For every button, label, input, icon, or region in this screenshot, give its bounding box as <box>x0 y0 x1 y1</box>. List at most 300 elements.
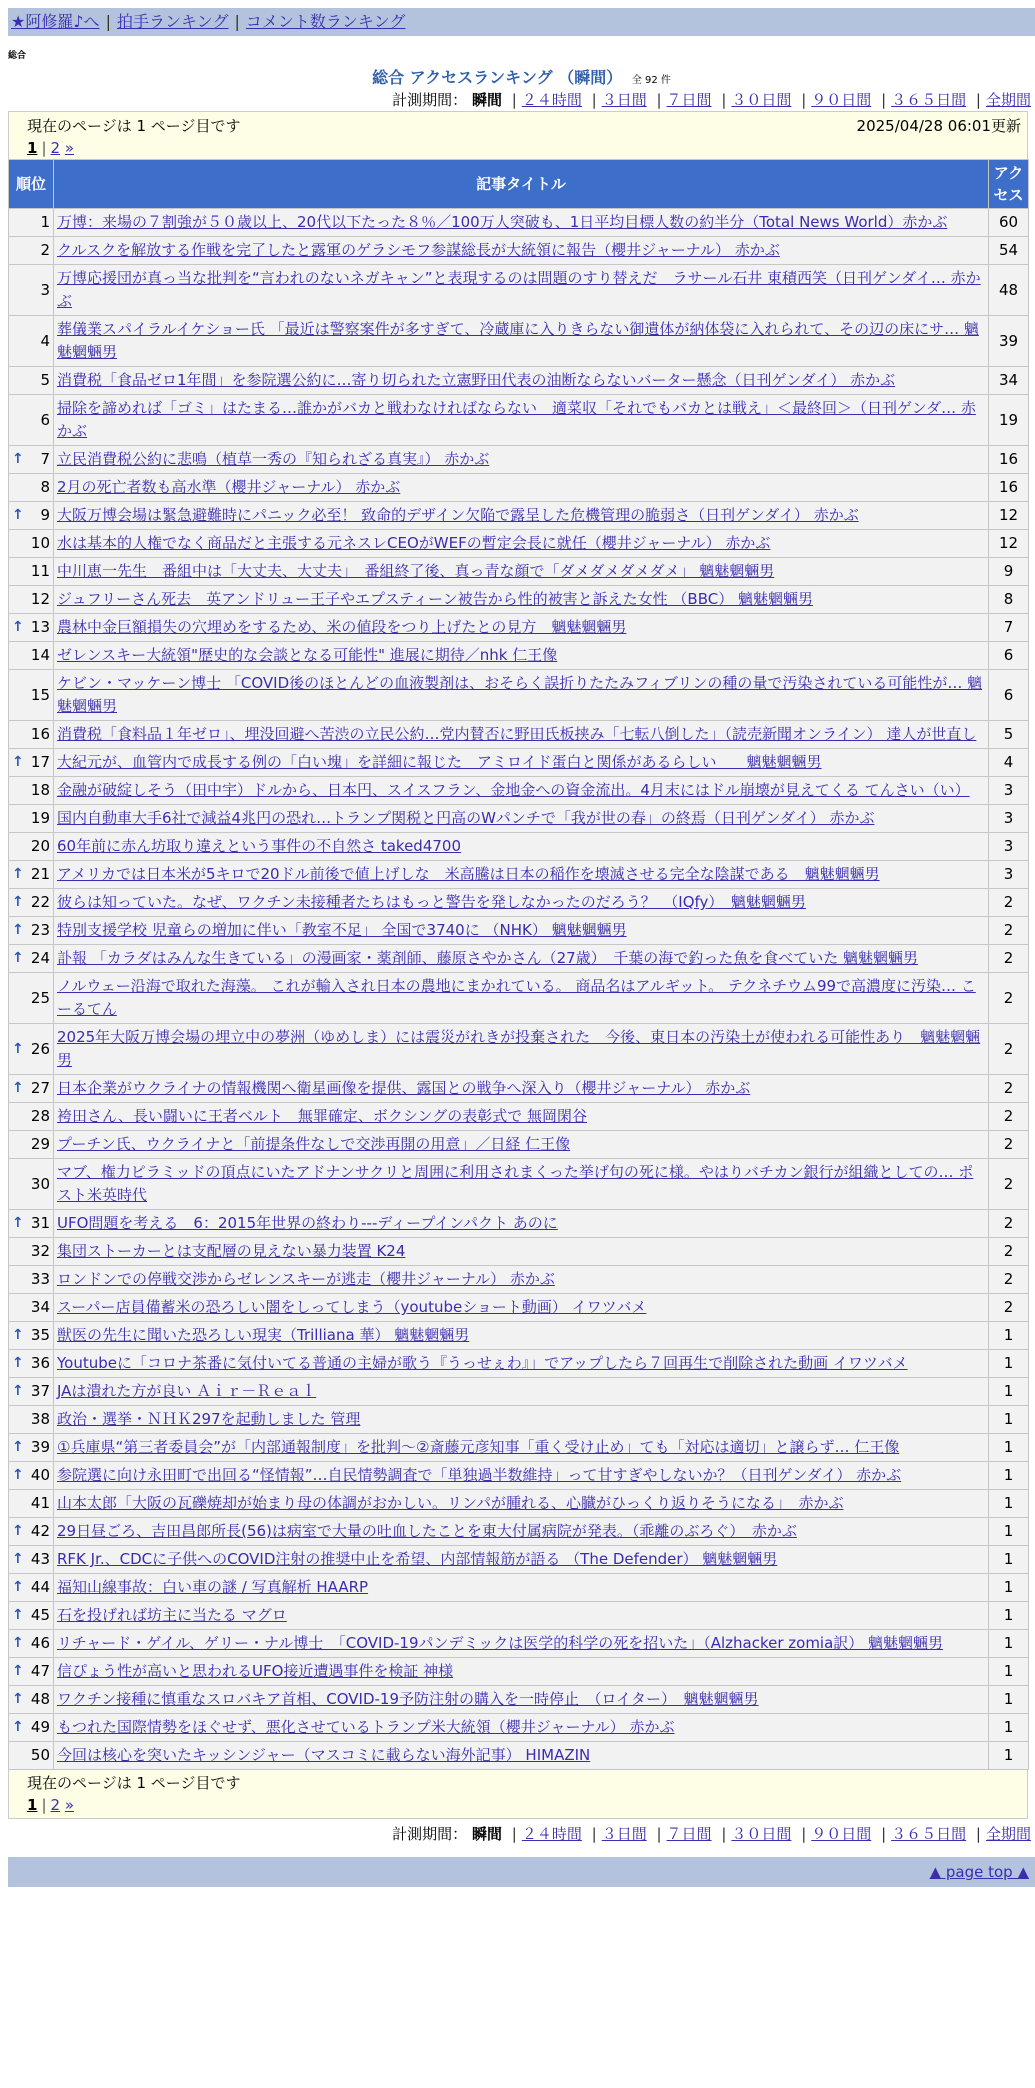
rank-cell <box>9 1103 54 1131</box>
title-cell <box>54 1742 989 1770</box>
access-count: 2 <box>989 1075 1029 1103</box>
article-link[interactable]: 2月の死亡者数も高水準（櫻井ジャーナル） 赤かぶ <box>57 478 401 496</box>
table-row <box>9 1546 1029 1574</box>
rank-number: 29 <box>30 1135 50 1153</box>
rank-number: 46 <box>30 1634 50 1652</box>
article-link[interactable]: もつれた国際情勢をほぐせず、悪化させているトランプ米大統領（櫻井ジャーナル） 赤かぶ <box>57 1718 675 1736</box>
access-count: 2 <box>989 973 1029 1024</box>
page-top-link[interactable]: ▲ page top ▲ <box>929 1863 1029 1881</box>
rank-cell <box>9 1322 54 1350</box>
rank-number: 24 <box>30 949 50 967</box>
rank-number: 40 <box>30 1466 50 1484</box>
access-count: 2 <box>989 889 1029 917</box>
rank-cell <box>9 1294 54 1322</box>
rank-cell <box>9 721 54 749</box>
article-link[interactable]: ①兵庫県“第三者委員会”が「内部通報制度」を批判〜②斎藤元彦知事「重く受け止め」ても「対応は適切」と譲らず… 仁王像 <box>57 1438 900 1456</box>
rank-up-arrow-icon: ↑ <box>12 894 24 910</box>
rank-cell <box>9 670 54 721</box>
rank-cell <box>9 502 54 530</box>
rank-number: 48 <box>30 1690 50 1708</box>
title-cell <box>54 749 989 777</box>
table-row <box>9 586 1029 614</box>
table-row <box>9 1742 1029 1770</box>
page-1-link[interactable]: 1 <box>27 1796 38 1814</box>
article-link[interactable]: 袴田さん、長い闘いに王者ベルト 無罪確定、ボクシングの表彰式で 無岡閑谷 <box>57 1107 587 1125</box>
title-cell <box>54 367 989 395</box>
rank-number: 25 <box>30 988 50 1007</box>
title-cell <box>54 1574 989 1602</box>
rank-cell <box>9 558 54 586</box>
access-count: 2 <box>989 1131 1029 1159</box>
access-count: 1 <box>989 1378 1029 1406</box>
rank-number: 32 <box>30 1242 50 1260</box>
access-count: 7 <box>989 614 1029 642</box>
rank-cell <box>9 861 54 889</box>
rank-number: 30 <box>30 1174 50 1193</box>
table-row <box>9 1406 1029 1434</box>
rank-up-arrow-icon: ↑ <box>12 1635 24 1651</box>
pagination-top: 1 | 2 » <box>27 139 75 157</box>
rank-cell <box>9 530 54 558</box>
rank-number: 39 <box>30 1438 50 1456</box>
applause-ranking-link[interactable]: 拍手ランキング <box>116 12 229 31</box>
title-cell <box>54 395 989 446</box>
home-link[interactable]: ★阿修羅♪へ <box>11 12 100 31</box>
header-title: 記事タイトル <box>54 160 989 209</box>
article-link[interactable]: 消費税「食品ゼロ1年間」を参院選公約に…寄り切られた立憲野田代表の油断ならないバーター懸念（日刊ゲンダイ） 赤かぶ <box>57 371 896 389</box>
access-count: 1 <box>989 1686 1029 1714</box>
rank-cell <box>9 1714 54 1742</box>
title-cell <box>54 1546 989 1574</box>
period-7d[interactable]: ７日間 <box>666 1825 712 1843</box>
rank-number: 43 <box>30 1550 50 1568</box>
article-link[interactable]: リチャード・ゲイル、ゲリー・ナル博士 「COVID-19パンデミックは医学的科学の死を招いた」（Alzhacker zomia訳） 魑魅魍魎男 <box>57 1634 944 1652</box>
table-row <box>9 1075 1029 1103</box>
rank-number: 44 <box>30 1578 50 1596</box>
article-link[interactable]: ジュフリーさん死去 英アンドリュー王子やエプスティーン被告から性的被害と訴えた女性 （BBC） 魑魅魍魎男 <box>57 590 813 608</box>
period-all[interactable]: 全期間 <box>985 91 1031 109</box>
rank-number: 3 <box>40 280 50 299</box>
header-rank: 順位 <box>9 160 54 209</box>
article-link[interactable]: 参院選に向け永田町で出回る“怪情報”…自民情勢調査で「単独過半数維持」って甘すぎやしないか？（日刊ゲンダイ） 赤かぶ <box>57 1466 902 1484</box>
article-link[interactable]: 2025年大阪万博会場の埋立中の夢洲（ゆめしま）には震災がれきが投棄された 今後、東日本の汚染土が使われる可能性あり 魑魅魍魎男 <box>57 1028 981 1069</box>
period-label: 計測期間： <box>392 91 468 109</box>
table-row <box>9 861 1029 889</box>
article-link[interactable]: スーパー店員備蓄米の恐ろしい闇をしってしまう（youtubeショート動画） イワツバメ <box>57 1298 647 1316</box>
period-90d[interactable]: ９０日間 <box>811 91 872 109</box>
page-title: 総合 アクセスランキング （瞬間） <box>372 68 623 87</box>
title-cell <box>54 502 989 530</box>
table-row <box>9 237 1029 265</box>
table-row <box>9 1574 1029 1602</box>
title-cell <box>54 945 989 973</box>
access-count: 1 <box>989 1518 1029 1546</box>
article-link[interactable]: 農林中金巨額損失の穴埋めをするため、米の値段をつり上げたとの見方 魑魅魍魎男 <box>57 618 627 636</box>
period-7d[interactable]: ７日間 <box>666 91 712 109</box>
title-cell <box>54 805 989 833</box>
access-count: 3 <box>989 777 1029 805</box>
current-page-text-bottom: 現在のページは 1 ページ目です <box>27 1774 241 1792</box>
access-count: 1 <box>989 1546 1029 1574</box>
title-cell <box>54 1294 989 1322</box>
period-3d[interactable]: ３日間 <box>601 1825 647 1843</box>
access-count: 54 <box>989 237 1029 265</box>
table-row <box>9 1350 1029 1378</box>
rank-number: 47 <box>30 1662 50 1680</box>
title-cell <box>54 316 989 367</box>
title-cell <box>54 889 989 917</box>
article-link[interactable]: 中川恵一先生 番組中は「大丈夫、大丈夫」 番組終了後、真っ青な顔で「ダメダメダメダメ」 魑魅魍魎男 <box>57 562 775 580</box>
access-count: 3 <box>989 833 1029 861</box>
access-count: 1 <box>989 1434 1029 1462</box>
current-page-text: 現在のページは 1 ページ目です <box>27 117 241 135</box>
title-cell <box>54 1159 989 1210</box>
title-cell <box>54 1462 989 1490</box>
rank-up-arrow-icon: ↑ <box>12 950 24 966</box>
rank-cell <box>9 1546 54 1574</box>
access-count: 6 <box>989 670 1029 721</box>
article-link[interactable]: 日本企業がウクライナの情報機関へ衛星画像を提供、露国との戦争へ深入り（櫻井ジャーナル） 赤かぶ <box>57 1079 751 1097</box>
access-count: 2 <box>989 945 1029 973</box>
rank-number: 4 <box>40 331 50 350</box>
rank-cell <box>9 1159 54 1210</box>
top-nav-bar <box>8 8 1035 36</box>
rank-number: 42 <box>30 1522 50 1540</box>
article-link[interactable]: プーチン氏、ウクライナと「前提条件なしで交渉再開の用意」／日経 仁王像 <box>57 1135 571 1153</box>
access-count: 2 <box>989 917 1029 945</box>
title-cell <box>54 1714 989 1742</box>
article-link[interactable]: 国内自動車大手6社で減益4兆円の恐れ…トランプ関税と円高のWパンチで「我が世の春」の終焉（日刊ゲンダイ） 赤かぶ <box>57 809 875 827</box>
rank-cell <box>9 1462 54 1490</box>
rank-cell <box>9 209 54 237</box>
access-count: 1 <box>989 1322 1029 1350</box>
title-cell <box>54 1490 989 1518</box>
period-3d[interactable]: ３日間 <box>601 91 647 109</box>
title-cell <box>54 777 989 805</box>
rank-number: 38 <box>30 1410 50 1428</box>
article-link[interactable]: 彼らは知っていた。なぜ、ワクチン未接種者たちはもっと警告を発しなかったのだろう？ （IQfy） 魑魅魍魎男 <box>57 893 806 911</box>
title-cell <box>54 1434 989 1462</box>
rank-number: 16 <box>30 725 50 743</box>
access-count: 1 <box>989 1490 1029 1518</box>
article-link[interactable]: 政治・選挙・ＮＨＫ297を起動しました 管理 <box>57 1410 361 1428</box>
rank-number: 17 <box>30 753 50 771</box>
table-row <box>9 1159 1029 1210</box>
access-count: 1 <box>989 1742 1029 1770</box>
title-cell <box>54 1630 989 1658</box>
article-link[interactable]: UFO問題を考える 6：2015年世界の終わり---ディープインパクト あのに <box>57 1214 558 1232</box>
period-current: 瞬間 <box>471 91 502 109</box>
period-label: 計測期間： <box>392 1825 468 1843</box>
category-label: 総合 <box>8 51 27 61</box>
table-row <box>9 558 1029 586</box>
page-2-link[interactable]: 2 <box>50 1796 61 1814</box>
rank-cell <box>9 586 54 614</box>
title-cell <box>54 1103 989 1131</box>
rank-number: 35 <box>30 1326 50 1344</box>
header-access: アクセス <box>989 160 1029 209</box>
access-count: 1 <box>989 1658 1029 1686</box>
rank-cell <box>9 1024 54 1075</box>
rank-number: 36 <box>30 1354 50 1372</box>
article-link[interactable]: 山本太郎「大阪の瓦礫焼却が始まり母の体調がおかしい。リンパが腫れる、心臓がひっくり返りそうになる」 赤かぶ <box>57 1494 844 1512</box>
article-link[interactable]: アメリカでは日本米が5キロで20ドル前後で値上げしな 米高騰は日本の稲作を壊滅させる完全な陰謀である 魑魅魍魎男 <box>57 865 880 883</box>
article-link[interactable]: ロンドンでの停戦交渉からゼレンスキーが逃走（櫻井ジャーナル） 赤かぶ <box>57 1270 555 1288</box>
rank-cell <box>9 1658 54 1686</box>
access-count: 2 <box>989 1294 1029 1322</box>
access-count: 1 <box>989 1574 1029 1602</box>
article-link[interactable]: 29日昼ごろ、吉田昌郎所長(56)は病室で大量の吐血したことを東大付属病院が発表。（乖離のぶろぐ） 赤かぶ <box>57 1522 797 1540</box>
article-link[interactable]: 消費税「食料品１年ゼロ」、埋没回避へ苦渋の立民公約…党内賛否に野田氏板挟み「七転八倒した」（読売新聞オンライン） 達人が世直し <box>57 725 977 743</box>
table-row <box>9 1238 1029 1266</box>
access-count: 12 <box>989 502 1029 530</box>
table-row <box>9 1602 1029 1630</box>
title-cell <box>54 558 989 586</box>
table-row <box>9 1103 1029 1131</box>
article-link[interactable]: 集団ストーカーとは支配層の見えない暴力装置 K24 <box>57 1242 406 1260</box>
title-cell <box>54 614 989 642</box>
table-row <box>9 474 1029 502</box>
table-row <box>9 1714 1029 1742</box>
table-row <box>9 395 1029 446</box>
access-count: 6 <box>989 642 1029 670</box>
table-row <box>9 502 1029 530</box>
table-row <box>9 642 1029 670</box>
article-link[interactable]: マブ、権力ピラミッドの頂点にいたアドナンサクリと周囲に利用されまくった挙げ句の死に様。やはりバチカン銀行が組織としての… ポスト米英時代 <box>57 1163 974 1204</box>
rank-up-arrow-icon: ↑ <box>12 1439 24 1455</box>
access-count: 1 <box>989 1406 1029 1434</box>
access-count: 2 <box>989 1266 1029 1294</box>
page-title-row <box>8 67 1035 89</box>
table-row <box>9 670 1029 721</box>
rank-cell <box>9 973 54 1024</box>
access-count: 2 <box>989 1103 1029 1131</box>
rank-cell <box>9 917 54 945</box>
title-cell <box>54 586 989 614</box>
access-count: 2 <box>989 1210 1029 1238</box>
article-link[interactable]: 立民消費税公約に悲鳴（植草一秀の『知られざる真実』） 赤かぶ <box>57 450 490 468</box>
article-link[interactable]: 水は基本的人権でなく商品だと主張する元ネスレCEOがWEFの暫定会長に就任（櫻井ジャーナル） 赤かぶ <box>57 534 771 552</box>
next-page-link[interactable]: » <box>64 139 75 157</box>
rank-cell <box>9 1490 54 1518</box>
rank-up-arrow-icon: ↑ <box>12 1523 24 1539</box>
rank-cell <box>9 642 54 670</box>
article-link[interactable]: クルスクを解放する作戦を完了したと露軍のゲラシモフ参謀総長が大統領に報告（櫻井ジャーナル） 赤かぶ <box>57 241 780 259</box>
rank-cell <box>9 1602 54 1630</box>
rank-up-arrow-icon: ↑ <box>12 922 24 938</box>
rank-number: 18 <box>30 781 50 799</box>
nav-separator: | <box>234 12 240 31</box>
rank-up-arrow-icon: ↑ <box>12 1691 24 1707</box>
access-count: 16 <box>989 446 1029 474</box>
article-link[interactable]: 石を投げれば坊主に当たる マグロ <box>57 1606 287 1624</box>
period-24h[interactable]: ２４時間 <box>521 91 582 109</box>
updated-timestamp: 2025/04/28 06:01更新 <box>856 117 1021 135</box>
table-row <box>9 265 1029 316</box>
period-30d[interactable]: ３０日間 <box>731 91 792 109</box>
title-cell <box>54 721 989 749</box>
access-count: 4 <box>989 749 1029 777</box>
title-cell <box>54 1406 989 1434</box>
table-row <box>9 1378 1029 1406</box>
rank-number: 20 <box>30 837 50 855</box>
access-count: 1 <box>989 1462 1029 1490</box>
rank-cell <box>9 1378 54 1406</box>
page <box>8 8 1035 1887</box>
article-link[interactable]: 訃報 「カラダはみんな生きている」の漫画家・薬剤師、藤原さやかさん（27歳） 千葉の海で釣った魚を食べていた 魑魅魍魎男 <box>57 949 918 967</box>
rank-number: 9 <box>40 506 50 524</box>
article-link[interactable]: ワクチン接種に慎重なスロバキア首相、COVID-19予防注射の購入を一時停止 （ロイター） 魑魅魍魎男 <box>57 1690 759 1708</box>
access-count: 12 <box>989 530 1029 558</box>
page-2-link[interactable]: 2 <box>50 139 61 157</box>
access-count: 2 <box>989 1024 1029 1075</box>
title-cell <box>54 1075 989 1103</box>
rank-number: 28 <box>30 1107 50 1125</box>
rank-up-arrow-icon: ↑ <box>12 1215 24 1231</box>
table-row <box>9 833 1029 861</box>
article-link[interactable]: 福知山線事故：白い車の謎 / 写真解析 HAARP <box>57 1578 369 1596</box>
article-link[interactable]: 特別支援学校 児童らの増加に伴い「教室不足」 全国で3740に （NHK） 魑魅魍魎男 <box>57 921 627 939</box>
article-link[interactable]: 大阪万博会場は緊急避難時にパニック必至！ 致命的デザイン欠陥で露呈した危機管理の脆弱さ（日刊ゲンダイ） 赤かぶ <box>57 506 859 524</box>
rank-up-arrow-icon: ↑ <box>12 754 24 770</box>
table-row <box>9 945 1029 973</box>
rank-cell <box>9 777 54 805</box>
rank-up-arrow-icon: ↑ <box>12 451 24 467</box>
article-link[interactable]: 葬儀業スパイラルイケショー氏 「最近は警察案件が多すぎて、冷蔵庫に入りきらない御遺体が納体袋に入れられて、その辺の床にサ… 魑魅魍魎男 <box>57 320 979 361</box>
article-link[interactable]: ノルウェー沿海で取れた海藻。 これが輸入され日本の農地にまかれている。 商品名はアルギット。 テクネチウム99で高濃度に汚染… こーるてん <box>57 977 976 1018</box>
rank-number: 49 <box>30 1718 50 1736</box>
period-365d[interactable]: ３６５日間 <box>891 1825 967 1843</box>
rank-number: 33 <box>30 1270 50 1288</box>
rank-number: 23 <box>30 921 50 939</box>
article-link[interactable]: 万博：来場の７割強が５０歳以上、20代以下たった８％／100万人突破も、1日平均目標人数の約半分（Total News World）赤かぶ <box>57 213 948 231</box>
rank-cell <box>9 833 54 861</box>
comment-ranking-link[interactable]: コメント数ランキング <box>245 12 406 31</box>
period-selector-top: 計測期間： 瞬間 | ２４時間 | ３日間 | ７日間 | ３０日間 | ９０日間 | ３６５日間 | 全期間 <box>392 91 1031 109</box>
table-row <box>9 777 1029 805</box>
rank-cell <box>9 945 54 973</box>
rank-number: 12 <box>30 590 50 608</box>
rank-cell <box>9 805 54 833</box>
access-count: 1 <box>989 1630 1029 1658</box>
table-row <box>9 530 1029 558</box>
access-count: 8 <box>989 586 1029 614</box>
rank-cell <box>9 237 54 265</box>
rank-number: 19 <box>30 809 50 827</box>
access-count: 1 <box>989 1350 1029 1378</box>
rank-cell <box>9 614 54 642</box>
rank-number: 7 <box>40 450 50 468</box>
rank-cell <box>9 367 54 395</box>
rank-number: 50 <box>30 1746 50 1764</box>
item-count: 全 92 件 <box>631 75 671 86</box>
table-row <box>9 1322 1029 1350</box>
article-link[interactable]: JAは潰れた方が良い Ａｉｒ－Ｒｅａｌ <box>57 1382 317 1400</box>
rank-number: 27 <box>30 1079 50 1097</box>
rank-cell <box>9 1238 54 1266</box>
rank-up-arrow-icon: ↑ <box>12 1040 24 1057</box>
title-cell <box>54 917 989 945</box>
article-link[interactable]: ケビン・マッケーン博士 「COVID後のほとんどの血液製剤は、おそらく誤折りたたみフィブリンの種の量で汚染されている可能性が… 魑魅魍魎男 <box>57 674 983 715</box>
title-cell <box>54 1518 989 1546</box>
rank-number: 45 <box>30 1606 50 1624</box>
article-link[interactable]: 信ぴょう性が高いと思われるUFO接近遭遇事件を検証 神様 <box>57 1662 454 1680</box>
article-link[interactable]: 掃除を諦めれば「ゴミ」はたまる…誰かがバカと戦わなければならない 適菜収「それでもバカとは戦え」＜最終回＞（日刊ゲンダ… 赤かぶ <box>57 399 976 440</box>
access-count: 3 <box>989 805 1029 833</box>
article-link[interactable]: 金融が破綻しそう（田中宇）ドルから、日本円、スイスフラン、金地金への資金流出。4月末にはドル崩壊が見えてくる てんさい（い） <box>57 781 970 799</box>
page-1-link[interactable]: 1 <box>27 139 38 157</box>
table-row <box>9 1024 1029 1075</box>
article-link[interactable]: 獣医の先生に聞いた恐ろしい現実（Trilliana 華） 魑魅魍魎男 <box>57 1326 470 1344</box>
rank-up-arrow-icon: ↑ <box>12 619 24 635</box>
table-row <box>9 1518 1029 1546</box>
access-count: 16 <box>989 474 1029 502</box>
title-cell <box>54 265 989 316</box>
article-link[interactable]: 今回は核心を突いたキッシンジャー（マスコミに載らない海外記事） HIMAZIN <box>57 1746 591 1764</box>
article-link[interactable]: ゼレンスキー大統領"歴史的な会談となる可能性" 進展に期待／nhk 仁王像 <box>57 646 558 664</box>
rank-number: 1 <box>40 213 50 231</box>
period-365d[interactable]: ３６５日間 <box>891 91 967 109</box>
rank-cell <box>9 1075 54 1103</box>
period-current: 瞬間 <box>471 1825 502 1843</box>
title-cell <box>54 642 989 670</box>
rank-number: 22 <box>30 893 50 911</box>
title-cell <box>54 1210 989 1238</box>
article-link[interactable]: Youtubeに「コロナ茶番に気付いてる普通の主婦が歌う『うっせぇわ』」でアップしたら７回再生で削除された動画 イワツバメ <box>57 1354 908 1372</box>
table-row <box>9 749 1029 777</box>
period-90d[interactable]: ９０日間 <box>811 1825 872 1843</box>
rank-cell <box>9 1630 54 1658</box>
rank-cell <box>9 1518 54 1546</box>
rank-up-arrow-icon: ↑ <box>12 1719 24 1735</box>
rank-up-arrow-icon: ↑ <box>12 1551 24 1567</box>
table-row <box>9 1131 1029 1159</box>
period-30d[interactable]: ３０日間 <box>731 1825 792 1843</box>
rank-cell <box>9 749 54 777</box>
rank-cell <box>9 395 54 446</box>
period-all[interactable]: 全期間 <box>985 1825 1031 1843</box>
article-link[interactable]: 万博応援団が真っ当な批判を“言われのないネガキャン”と表現するのは問題のすり替えだ ラサール石井 東積西笑（日刊ゲンダイ… 赤かぶ <box>57 269 981 310</box>
title-cell <box>54 1238 989 1266</box>
table-row <box>9 367 1029 395</box>
table-row <box>9 614 1029 642</box>
access-count: 48 <box>989 265 1029 316</box>
title-cell <box>54 1602 989 1630</box>
next-page-link[interactable]: » <box>64 1796 75 1814</box>
title-cell <box>54 1658 989 1686</box>
table-row <box>9 917 1029 945</box>
article-link[interactable]: RFK Jr.、CDCに子供へのCOVID注射の推奨中止を希望、内部情報筋が語る （The Defender） 魑魅魍魎男 <box>57 1550 778 1568</box>
rank-number: 14 <box>30 646 50 664</box>
rank-number: 13 <box>30 618 50 636</box>
rank-number: 21 <box>30 865 50 883</box>
rank-cell <box>9 1434 54 1462</box>
rank-up-arrow-icon: ↑ <box>12 1355 24 1371</box>
rank-up-arrow-icon: ↑ <box>12 866 24 882</box>
article-link[interactable]: 60年前に赤ん坊取り違えという事件の不自然さ taked4700 <box>57 837 462 855</box>
table-row <box>9 889 1029 917</box>
rank-cell <box>9 1131 54 1159</box>
title-cell <box>54 446 989 474</box>
nav-separator: | <box>105 12 111 31</box>
article-link[interactable]: 大紀元が、血管内で成長する例の「白い塊」を詳細に報じた アミロイド蛋白と関係があるらしい 魑魅魍魎男 <box>57 753 822 771</box>
table-row <box>9 1210 1029 1238</box>
rank-cell <box>9 316 54 367</box>
period-24h[interactable]: ２４時間 <box>521 1825 582 1843</box>
access-count: 34 <box>989 367 1029 395</box>
table-row <box>9 805 1029 833</box>
rank-up-arrow-icon: ↑ <box>12 1383 24 1399</box>
